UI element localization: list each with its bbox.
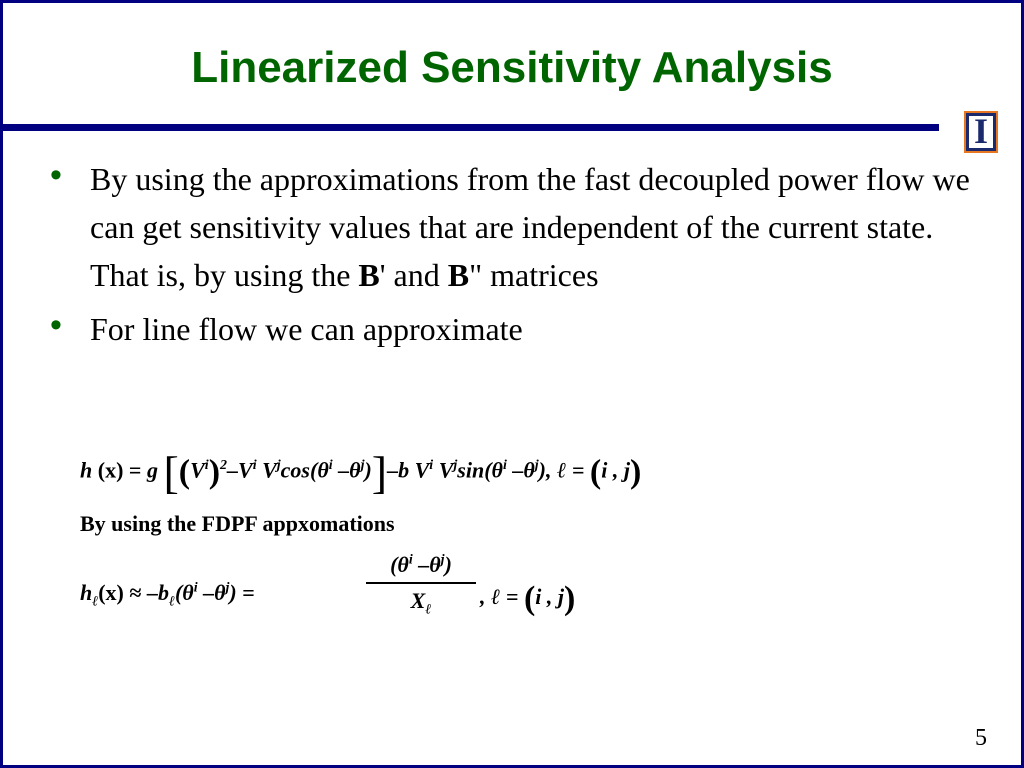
equation-line-flow: h (x) = g [$(V^i)^2-V^i$ $V^j\cos(\theta^i$ $-\theta^j)]-b$ $V^i$ $V^j\sin(\theta^i$ $-\theta^j$), ℓ = (i , j)	[80, 447, 642, 498]
university-logo	[964, 111, 998, 153]
logo-letter: I	[973, 111, 988, 151]
slide-title: Linearized Sensitivity Analysis	[191, 43, 833, 92]
fraction-numerator: ($\theta^i$ $-\theta^j$)	[390, 552, 452, 577]
fraction-denominator: $X_\ell$	[410, 588, 432, 618]
bullet-item-1: • By using the approximations from the fast decoupled power flow we can get sensitivity values that are independent of the current state. That is, by using the B' and B" matrices	[50, 156, 970, 293]
bullet-item-2: • For line flow we can approximate	[50, 306, 523, 347]
title-rule	[3, 124, 939, 131]
equation-fdpf-tail: , ℓ = (i , j)	[480, 580, 576, 617]
bullet-dot-icon: •	[50, 306, 62, 344]
fdpf-label: By using the FDPF appxomations	[80, 511, 395, 536]
page-number: 5	[975, 725, 987, 751]
equation-fdpf-approx: $h_\ell(x) \approx -b_\ell(\theta^i$ $-\theta^j$) =	[80, 580, 255, 610]
fraction-bar	[366, 582, 476, 584]
fraction	[366, 552, 476, 618]
bullet-dot-icon: •	[50, 156, 62, 194]
bullet-list	[50, 155, 970, 359]
